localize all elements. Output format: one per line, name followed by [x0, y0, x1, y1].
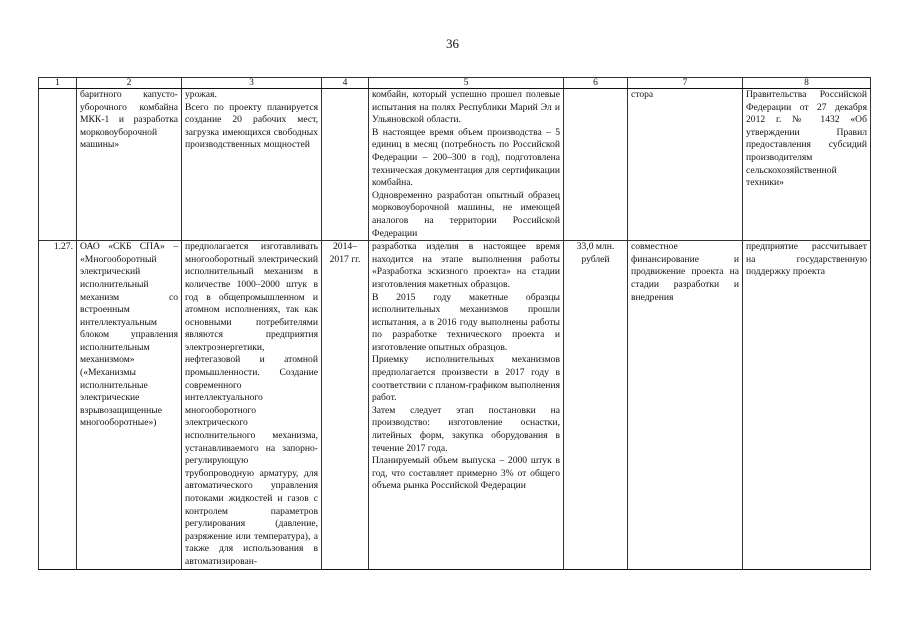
header-cell: 1	[39, 78, 77, 89]
project-name	[77, 89, 182, 241]
support-basis	[743, 89, 871, 241]
support-basis	[743, 241, 871, 569]
cell-text: предполагается изготавливать многооборотный электрический исполнительный механизм в количестве 1000–2000 штук в год в общепромышленном и атомном исполнениях, так как основными потребителями являются предприятия электроэнергетики, нефтегазовой и атомной промышленности. Создание современного интеллектуального многооборотного электрического исполнительного механизма, устанавливаемого на запорно-регулирующую трубопроводную арматуру, для автоматического управления потоками жидкостей и газов с контролем параметров регулирования (давление, разряжение или температура), а также для использования в автоматизирован-	[185, 241, 318, 567]
cell-paragraph: Приемку исполнительных механизмов предполагается произвести в 2017 году в соответствии с планом-графиком выполнения работ.	[372, 354, 560, 404]
row-number	[39, 89, 77, 241]
cell-text: стора	[631, 89, 654, 100]
cell-text: баритного капусто-уборочного комбайна МКК-1 и разработка морковоуборочной машины»	[80, 89, 178, 151]
header-cell: 7	[628, 78, 743, 89]
row-number: 1.27.	[39, 241, 77, 569]
cell-text: предприятие рассчитывает на государственную поддержку проекта	[746, 241, 867, 278]
cell-paragraph: Планируемый объем выпуска – 2000 штук в год, что составляет примерно 3% от общего объема рынка Российской Федерации	[372, 455, 560, 492]
table-row	[39, 89, 871, 241]
page-number: 36	[446, 36, 459, 51]
table-row	[39, 241, 871, 569]
project-status	[369, 241, 564, 569]
header-row	[39, 78, 871, 89]
cell-paragraph: Затем следует этап постановки на производство: изготовление оснастки, литейных форм, закупка оборудования в течение 2017 года.	[372, 404, 560, 454]
project-name	[77, 241, 182, 569]
header-cell: 8	[743, 78, 871, 89]
cell-paragraph: комбайн, который успешно прошел полевые испытания на полях Республики Марий Эл и Ульяновской области.	[372, 89, 560, 126]
cell-text: Правительства Российской Федерации от 27 декабря 2012 г. № 1432 «Об утверждении Правил предоставления субсидий производителям сельскохозяйственной техники»	[746, 89, 867, 189]
support-form	[628, 241, 743, 569]
project-budget: 33,0 млн. рублей	[564, 241, 628, 569]
cell-paragraph: Одновременно разработан опытный образец морковоуборочной машины, не имеющей аналогов на территории Российской Федерации	[372, 189, 560, 239]
cell-text: ОАО «СКБ СПА» – «Многооборотный электрический исполнительный механизм со встроенным интеллектуальным блоком управления исполнительным механизмом» («Механизмы исполнительные электрические взрывозащищенные многооборотные»)	[80, 241, 178, 429]
support-form	[628, 89, 743, 241]
header-cell: 6	[564, 78, 628, 89]
cell-paragraph: разработка изделия в настоящее время находится на этапе выполнения работы «Разработка эскизного проекта» на стадии изготовления макетных образцов.	[372, 241, 560, 290]
header-cell: 5	[369, 78, 564, 89]
project-description	[182, 241, 322, 569]
project-status	[369, 89, 564, 241]
header-cell: 4	[322, 78, 369, 89]
cell-text: урожая. Всего по проекту планируется создание 20 рабочих мест, загрузка имеющихся свободных производственных мощностей	[185, 89, 318, 151]
cell-text: совместное финансирование и продвижение проекта на стадии разработки и внедрения	[631, 241, 739, 303]
programme-table	[38, 77, 871, 570]
cell-paragraph: В настоящее время объем производства – 5 единиц в месяц (потребность по Российской Федерации – 200–300 в год), подготовлена техническая документация для сертификации комбайна.	[372, 126, 560, 189]
project-period: 2014–2017 гг.	[322, 241, 369, 569]
header-cell: 3	[182, 78, 322, 89]
cell-paragraph: В 2015 году макетные образцы исполнительных механизмов прошли испытания, а в 2016 году выполнены работы по разработке технического проекта и изготовление опытных образцов.	[372, 291, 560, 353]
project-description	[182, 89, 322, 241]
header-cell: 2	[77, 78, 182, 89]
project-budget	[564, 89, 628, 241]
project-period	[322, 89, 369, 241]
